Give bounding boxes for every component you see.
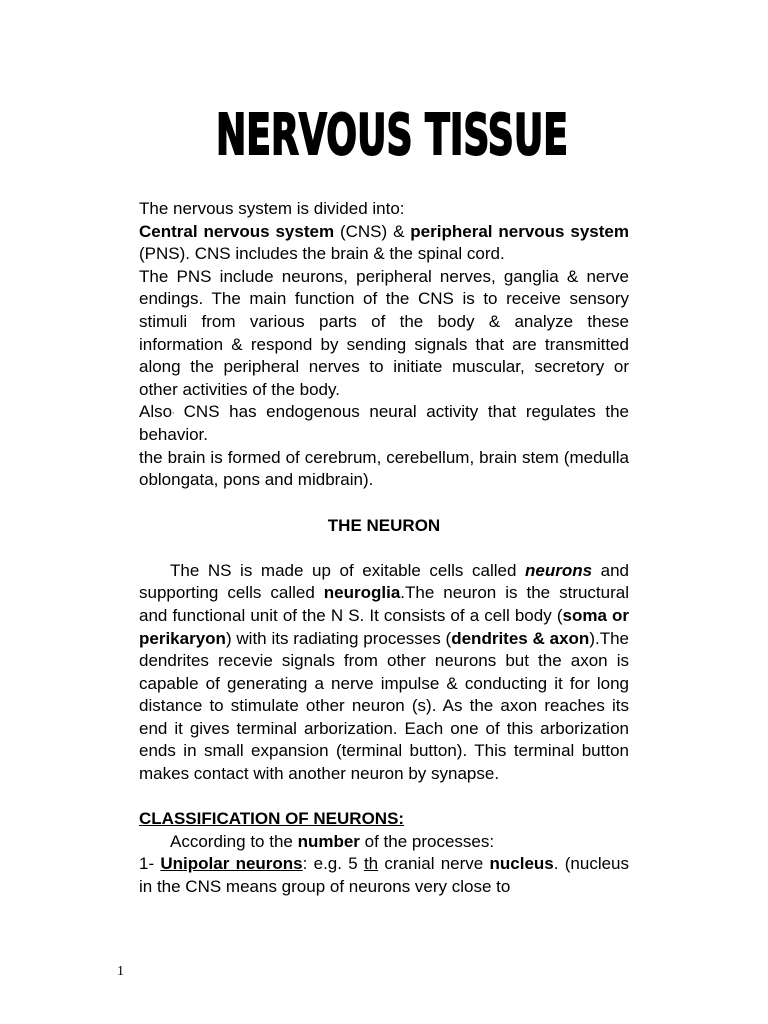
neurons-term: neurons bbox=[525, 560, 593, 580]
neuron-text-5: ).The dendrites recevie signals from other neurons but the axon is capable of generating a nerve impulse & conducting it for long distance to stimulate other neuron (s). As the axon reaches its end it gives terminal arborization. Each one of this arborization ends in small expansion (terminal button). This terminal button makes contact with another neuron by synapse. bbox=[139, 628, 629, 784]
title-wordart-svg bbox=[212, 96, 572, 168]
criterion-text-2: of the processes: bbox=[359, 831, 495, 851]
unipolar-text-3: . (nucleus in the CNS means group of neurons very close to bbox=[139, 854, 630, 897]
also-word: Also bbox=[139, 402, 173, 422]
neuron-paragraph bbox=[139, 560, 629, 786]
spacer bbox=[139, 492, 629, 515]
cns-term: Central nervous system bbox=[139, 221, 335, 241]
page-number: 1 bbox=[117, 964, 124, 979]
criterion-text-1: According to the bbox=[170, 831, 298, 851]
pns-paragraph: The PNS include neurons, peripheral nerves, ganglia & nerve endings. The main function of the CNS is to receive sensory stimuli from various parts of the body & analyze these information & respond by sending signals that are transmitted along the peripheral nerves to initiate muscular, secretory or other activities of the body. bbox=[139, 266, 629, 399]
th-suffix: th bbox=[363, 854, 379, 874]
also-mark: , bbox=[172, 408, 175, 416]
pns-term: peripheral nervous system bbox=[410, 221, 629, 241]
neuroglia-term: neuroglia bbox=[323, 583, 401, 603]
number-term: number bbox=[297, 831, 360, 851]
classification-criterion bbox=[139, 831, 629, 854]
neuron-text-3: .The neuron is the structural and functional unit of the N S. It consists of a cell body ( bbox=[139, 583, 630, 625]
unipolar-text-1: : e.g. 5 bbox=[302, 854, 364, 874]
nucleus-term: nucleus bbox=[489, 854, 554, 874]
title-wordart bbox=[212, 96, 572, 168]
brain-paragraph: the brain is formed of cerebrum, cerebellum, brain stem (medulla oblongata, pons and midbrain). bbox=[139, 447, 629, 490]
spacer bbox=[139, 537, 629, 560]
cns-abbr: (CNS) & bbox=[334, 221, 411, 241]
classification-heading: CLASSIFICATION OF NEURONS: bbox=[139, 809, 405, 829]
intro-line: The nervous system is divided into: bbox=[139, 199, 405, 218]
unipolar-term: Unipolar neurons bbox=[160, 854, 303, 874]
cns-pns-paragraph bbox=[139, 221, 629, 266]
also-text: CNS has endogenous neural activity that regulates the behavior. bbox=[139, 402, 629, 445]
page-title: NERVOUS TISSUE bbox=[216, 103, 568, 168]
neuron-heading: THE NEURON bbox=[327, 515, 441, 535]
also-paragraph bbox=[139, 401, 629, 446]
unipolar-text-2: cranial nerve bbox=[378, 854, 490, 874]
neuron-text-4: ) with its radiating processes ( bbox=[225, 628, 452, 648]
unipolar-paragraph bbox=[139, 853, 629, 898]
neuron-text-2: and supporting cells called bbox=[139, 560, 630, 603]
dendrites-term: dendrites & axon bbox=[451, 628, 590, 648]
soma-term: soma or perikaryon bbox=[139, 605, 629, 648]
list-number: 1- bbox=[139, 854, 161, 874]
spacer bbox=[139, 786, 629, 809]
document-body bbox=[139, 198, 629, 899]
pns-description: (PNS). CNS includes the brain & the spinal cord. bbox=[139, 244, 505, 264]
neuron-text-1: The NS is made up of exitable cells called bbox=[170, 560, 525, 580]
